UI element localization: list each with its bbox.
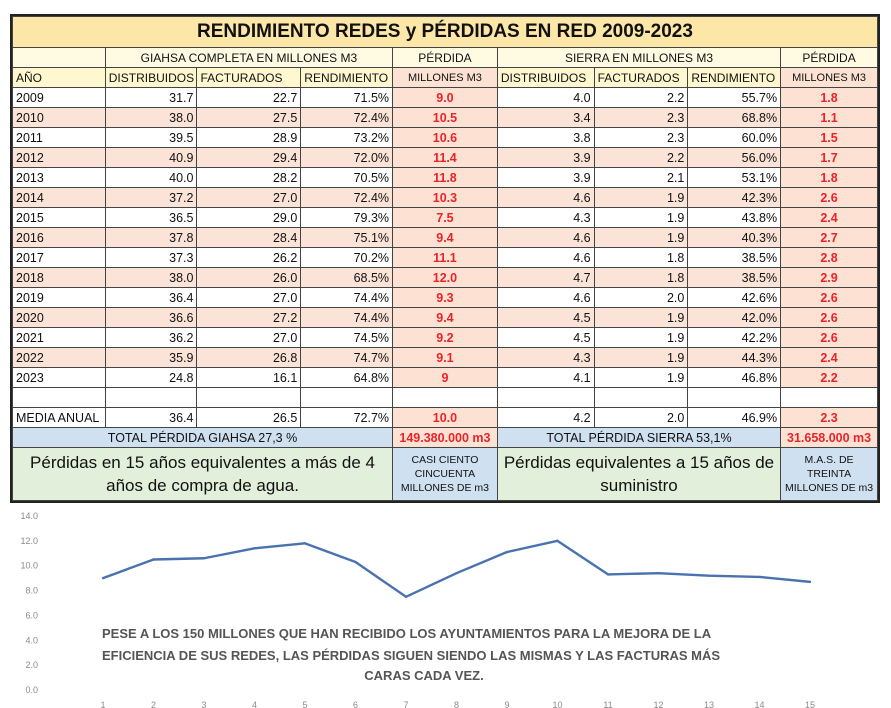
cell-year: 2010 [13,108,106,128]
cell-rendimiento: 71.5% [301,88,393,108]
cell-distribuidos: 35.9 [105,348,197,368]
cell-facturados: 29.0 [197,208,301,228]
blank-cell [594,388,688,408]
total-giahsa-value: 149.380.000 m3 [393,428,498,448]
cell-rendimiento-sierra: 38.5% [688,248,781,268]
cell-perdida-sierra: 1.7 [781,148,878,168]
cell-year: 2022 [13,348,106,368]
note-left-small: CASI CIENTO CINCUENTA MILLONES DE m3 [393,448,498,501]
cell-rendimiento: 74.4% [301,308,393,328]
y-tick-label: 4.0 [25,635,38,646]
col-header-millones-sierra: MILLONES M3 [781,68,878,88]
data-table-frame [10,14,880,503]
chart-annotation-line: EFICIENCIA DE SUS REDES, LAS PÉRDIDAS SIGUEN SIENDO LAS MISMAS Y LAS FACTURAS MÁS [102,648,721,663]
data-point [657,572,659,574]
totals-row [13,428,878,448]
table-row [13,288,878,308]
cell-perdida: 9.4 [393,308,498,328]
cell-perdida-sierra: 1.8 [781,88,878,108]
cell-rendimiento-sierra: 44.3% [688,348,781,368]
cell-facturados-sierra: 1.9 [594,348,688,368]
cell-rendimiento: 74.4% [301,288,393,308]
cell-facturados-sierra: 2.0 [594,408,688,428]
cell-rendimiento-sierra: 38.5% [688,268,781,288]
cell-rendimiento-sierra: 42.2% [688,328,781,348]
table-title: RENDIMIENTO REDES y PÉRDIDAS EN RED 2009-2023 [13,17,878,48]
cell-facturados: 27.0 [197,328,301,348]
cell-rendimiento-sierra: 46.8% [688,368,781,388]
cell-distribuidos: 40.9 [105,148,197,168]
cell-rendimiento: 72.7% [301,408,393,428]
cell-rendimiento: 68.5% [301,268,393,288]
cell-perdida: 12.0 [393,268,498,288]
group-giahsa: GIAHSA COMPLETA EN MILLONES M3 [105,48,392,68]
table-row [13,188,878,208]
cell-perdida: 10.5 [393,108,498,128]
table-row [13,88,878,108]
x-tick-label: 1 [100,700,106,708]
x-tick-label: 9 [504,700,510,708]
cell-perdida: 9.0 [393,88,498,108]
cell-facturados: 29.4 [197,148,301,168]
cell-facturados-sierra: 2.2 [594,148,688,168]
cell-perdida: 9.4 [393,228,498,248]
cell-facturados-sierra: 1.9 [594,368,688,388]
chart-annotation-line: CARAS CADA VEZ. [364,668,484,683]
cell-year: 2011 [13,128,106,148]
losses-table [12,16,878,501]
group-spacer [13,48,106,68]
blank-cell [13,388,106,408]
blank-row [13,388,878,408]
cell-perdida: 10.6 [393,128,498,148]
notes-row [13,448,878,501]
cell-distribuidos: 38.0 [105,268,197,288]
cell-facturados: 26.8 [197,348,301,368]
table-row [13,228,878,248]
cell-distribuidos-sierra: 3.8 [497,128,594,148]
cell-year: 2009 [13,88,106,108]
cell-distribuidos-sierra: 4.6 [497,228,594,248]
cell-distribuidos-sierra: 4.5 [497,308,594,328]
data-point [253,547,255,549]
data-point [152,558,154,560]
cell-perdida-sierra: 2.6 [781,288,878,308]
cell-distribuidos-sierra: 4.2 [497,408,594,428]
data-point [556,540,558,542]
cell-rendimiento: 72.0% [301,148,393,168]
cell-perdida: 9 [393,368,498,388]
data-point [304,542,306,544]
table-row [13,268,878,288]
cell-facturados-sierra: 2.1 [594,168,688,188]
cell-year: 2014 [13,188,106,208]
cell-perdida: 9.2 [393,328,498,348]
cell-facturados-sierra: 2.0 [594,288,688,308]
cell-rendimiento-sierra: 46.9% [688,408,781,428]
cell-perdida-sierra: 2.6 [781,308,878,328]
x-tick-label: 4 [251,700,258,708]
cell-perdida: 10.3 [393,188,498,208]
blank-cell [497,388,594,408]
cell-facturados: 26.2 [197,248,301,268]
cell-year: 2017 [13,248,106,268]
cell-perdida-sierra: 2.9 [781,268,878,288]
cell-distribuidos-sierra: 4.1 [497,368,594,388]
cell-perdida-sierra: 1.8 [781,168,878,188]
cell-year: 2015 [13,208,106,228]
x-tick-label: 2 [150,700,157,708]
cell-distribuidos: 37.2 [105,188,197,208]
table-row [13,148,878,168]
cell-perdida: 9.1 [393,348,498,368]
cell-rendimiento-sierra: 55.7% [688,88,781,108]
cell-facturados-sierra: 1.9 [594,188,688,208]
total-giahsa-label: TOTAL PÉRDIDA GIAHSA 27,3 % [13,428,393,448]
cell-rendimiento-sierra: 42.0% [688,308,781,328]
table-row [13,308,878,328]
cell-facturados-sierra: 2.3 [594,108,688,128]
blank-cell [197,388,301,408]
cell-distribuidos: 37.8 [105,228,197,248]
cell-distribuidos: 36.2 [105,328,197,348]
cell-perdida-sierra: 1.5 [781,128,878,148]
cell-perdida: 11.4 [393,148,498,168]
data-point [354,561,356,563]
col-header-distribuidos: DISTRIBUIDOS [105,68,197,88]
table-row [13,328,878,348]
col-header-facturados-sierra: FACTURADOS [594,68,688,88]
x-tick-label: 10 [552,700,563,708]
data-point [708,574,710,576]
note-right: Pérdidas equivalentes a 15 años de suministro [497,448,780,501]
x-tick-label: 8 [453,700,460,708]
cell-facturados: 16.1 [197,368,301,388]
cell-facturados-sierra: 1.9 [594,308,688,328]
cell-perdida-sierra: 2.6 [781,188,878,208]
cell-rendimiento-sierra: 43.8% [688,208,781,228]
cell-year: 2023 [13,368,106,388]
chart-annotation-line: PESE A LOS 150 MILLONES QUE HAN RECIBIDO LOS AYUNTAMIENTOS PARA LA MEJORA DE LA [102,626,712,641]
cell-perdida-sierra: 1.1 [781,108,878,128]
cell-facturados: 28.2 [197,168,301,188]
x-tick-label: 13 [703,700,715,708]
cell-distribuidos-sierra: 4.6 [497,248,594,268]
cell-rendimiento: 74.5% [301,328,393,348]
cell-distribuidos: 36.4 [105,408,197,428]
cell-distribuidos-sierra: 4.6 [497,188,594,208]
cell-year: 2013 [13,168,106,188]
cell-year: 2020 [13,308,106,328]
cell-facturados: 22.7 [197,88,301,108]
total-sierra-value: 31.658.000 m3 [781,428,878,448]
cell-rendimiento-sierra: 60.0% [688,128,781,148]
y-tick-label: 12.0 [20,535,38,546]
x-tick-label: 11 [603,700,613,708]
cell-distribuidos-sierra: 3.9 [497,148,594,168]
cell-perdida-sierra: 2.6 [781,328,878,348]
cell-year: MEDIA ANUAL [13,408,106,428]
cell-distribuidos: 31.7 [105,88,197,108]
cell-rendimiento: 64.8% [301,368,393,388]
cell-facturados: 27.2 [197,308,301,328]
group-perdida-sierra: PÉRDIDA [781,48,878,68]
series-line [103,541,810,597]
total-sierra-label: TOTAL PÉRDIDA SIERRA 53,1% [497,428,780,448]
cell-year: 2012 [13,148,106,168]
cell-facturados: 27.0 [197,188,301,208]
cell-facturados: 26.5 [197,408,301,428]
group-perdida-giahsa: PÉRDIDA [393,48,498,68]
cell-distribuidos-sierra: 3.4 [497,108,594,128]
cell-perdida-sierra: 2.4 [781,348,878,368]
cell-facturados-sierra: 1.8 [594,248,688,268]
x-tick-label: 12 [653,700,664,708]
blank-cell [688,388,781,408]
cell-distribuidos-sierra: 4.7 [497,268,594,288]
cell-facturados-sierra: 2.2 [594,88,688,108]
cell-rendimiento: 72.4% [301,108,393,128]
media-row [13,408,878,428]
col-header-rendimiento: RENDIMIENTO [301,68,393,88]
blank-cell [105,388,197,408]
cell-rendimiento-sierra: 68.8% [688,108,781,128]
blank-cell [393,388,498,408]
cell-facturados: 28.4 [197,228,301,248]
cell-year: 2018 [13,268,106,288]
table-row [13,368,878,388]
cell-perdida: 7.5 [393,208,498,228]
cell-distribuidos: 38.0 [105,108,197,128]
cell-rendimiento: 70.5% [301,168,393,188]
table-row [13,348,878,368]
cell-perdida-sierra: 2.4 [781,208,878,228]
cell-perdida: 11.8 [393,168,498,188]
blank-cell [301,388,393,408]
cell-perdida: 11.1 [393,248,498,268]
x-tick-label: 7 [403,700,409,708]
y-tick-label: 0.0 [25,685,38,695]
cell-facturados-sierra: 1.9 [594,328,688,348]
note-left: Pérdidas en 15 años equivalentes a más de 4 años de compra de agua. [13,448,393,501]
cell-rendimiento: 74.7% [301,348,393,368]
cell-perdida-sierra: 2.8 [781,248,878,268]
data-point [102,577,104,579]
cell-rendimiento-sierra: 53.1% [688,168,781,188]
cell-perdida-sierra: 2.3 [781,408,878,428]
cell-perdida-sierra: 2.2 [781,368,878,388]
cell-perdida: 10.0 [393,408,498,428]
cell-distribuidos: 39.5 [105,128,197,148]
cell-rendimiento: 75.1% [301,228,393,248]
y-tick-label: 14.0 [20,511,38,521]
table-row [13,208,878,228]
data-point [203,557,205,559]
cell-year: 2021 [13,328,106,348]
data-point [809,581,811,583]
cell-perdida: 9.3 [393,288,498,308]
cell-distribuidos-sierra: 4.0 [497,88,594,108]
cell-distribuidos-sierra: 4.3 [497,348,594,368]
loss-line-chart [10,508,880,708]
x-tick-label: 6 [352,700,359,708]
cell-facturados-sierra: 1.9 [594,228,688,248]
data-point [455,572,457,574]
cell-facturados: 28.9 [197,128,301,148]
cell-distribuidos: 36.6 [105,308,197,328]
y-tick-label: 2.0 [25,660,38,671]
cell-facturados: 26.0 [197,268,301,288]
table-row [13,168,878,188]
x-tick-label: 3 [201,700,207,708]
cell-distribuidos: 37.3 [105,248,197,268]
table-row [13,108,878,128]
cell-rendimiento-sierra: 42.6% [688,288,781,308]
table-row [13,248,878,268]
cell-rendimiento-sierra: 40.3% [688,228,781,248]
cell-rendimiento-sierra: 56.0% [688,148,781,168]
col-header-millones: MILLONES M3 [393,68,498,88]
cell-distribuidos: 24.8 [105,368,197,388]
cell-rendimiento: 72.4% [301,188,393,208]
y-tick-label: 10.0 [20,560,38,571]
x-tick-label: 14 [754,700,765,708]
cell-facturados: 27.0 [197,288,301,308]
cell-rendimiento-sierra: 42.3% [688,188,781,208]
x-tick-label: 15 [804,700,816,708]
table-row [13,128,878,148]
cell-rendimiento: 70.2% [301,248,393,268]
cell-facturados: 27.5 [197,108,301,128]
y-tick-label: 6.0 [25,610,38,621]
y-tick-label: 8.0 [25,585,38,596]
cell-perdida-sierra: 2.7 [781,228,878,248]
col-header-rendimiento-sierra: RENDIMIENTO [688,68,781,88]
cell-facturados-sierra: 1.9 [594,208,688,228]
cell-distribuidos-sierra: 4.3 [497,208,594,228]
data-point [758,576,760,578]
cell-distribuidos-sierra: 4.6 [497,288,594,308]
cell-rendimiento: 73.2% [301,128,393,148]
cell-rendimiento: 79.3% [301,208,393,228]
data-point [506,551,508,553]
cell-facturados-sierra: 2.3 [594,128,688,148]
cell-distribuidos-sierra: 4.5 [497,328,594,348]
data-point [405,596,407,598]
x-tick-label: 5 [302,700,308,708]
note-right-small: M.A.S. DE TREINTA MILLONES DE m3 [781,448,878,501]
data-point [607,573,609,575]
cell-year: 2016 [13,228,106,248]
cell-distribuidos: 36.4 [105,288,197,308]
col-header-year: AÑO [13,68,106,88]
cell-year: 2019 [13,288,106,308]
cell-distribuidos: 36.5 [105,208,197,228]
cell-distribuidos: 40.0 [105,168,197,188]
group-sierra: SIERRA EN MILLONES M3 [497,48,780,68]
cell-facturados-sierra: 1.8 [594,268,688,288]
cell-distribuidos-sierra: 3.9 [497,168,594,188]
blank-cell [781,388,878,408]
col-header-facturados: FACTURADOS [197,68,301,88]
col-header-distribuidos-sierra: DISTRIBUIDOS [497,68,594,88]
